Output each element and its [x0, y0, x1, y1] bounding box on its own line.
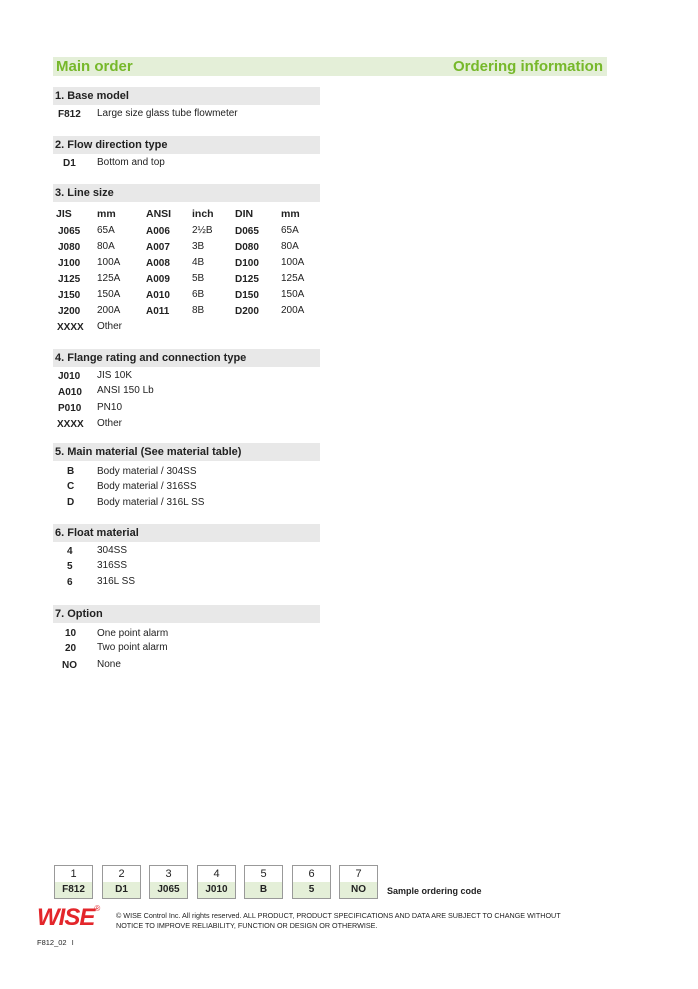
section-title: 6. Float material	[55, 527, 139, 539]
section-title: 5. Main material (See material table)	[55, 446, 242, 458]
sample-code-number: 6	[292, 865, 331, 883]
section-base-model	[53, 87, 320, 105]
base-model-desc: Large size glass tube flowmeter	[97, 108, 238, 119]
section-title: 7. Option	[55, 608, 103, 620]
sample-code-number: 7	[339, 865, 378, 883]
jis-mm: 100A	[97, 257, 121, 268]
section-option	[53, 605, 320, 623]
header-mm-din: mm	[281, 208, 300, 220]
jis-code: J150	[58, 290, 81, 301]
flange-code: J010	[58, 371, 81, 382]
ansi-code: A009	[146, 274, 170, 285]
option-code: NO	[62, 660, 77, 671]
header-mm: mm	[97, 208, 116, 220]
flange-desc: Other	[97, 418, 123, 429]
din-code: D065	[235, 226, 259, 237]
jis-mm: 125A	[97, 273, 121, 284]
header-din: DIN	[235, 208, 254, 220]
sample-code-box-2	[102, 865, 141, 899]
jis-code: J100	[58, 258, 81, 269]
copyright-line: NOTICE TO IMPROVE RELIABILITY, FUNCTION OR DESIGN OR OTHERWISE.	[116, 920, 378, 930]
copyright-notice	[116, 911, 596, 930]
sample-code-value: D1	[102, 882, 141, 899]
float-material-code: 4	[67, 546, 73, 557]
flow-direction-code: D1	[63, 158, 76, 169]
ansi-code: A007	[146, 242, 170, 253]
main-material-desc: Body material / 316SS	[97, 481, 197, 492]
sample-code-value: 5	[292, 882, 331, 899]
sample-code-number: 3	[149, 865, 188, 883]
din-mm: 80A	[281, 241, 299, 252]
flange-desc: ANSI 150 Lb	[97, 385, 154, 396]
float-material-desc: 316SS	[97, 560, 128, 571]
sample-code-number: 2	[102, 865, 141, 883]
main-material-desc: Body material / 304SS	[97, 466, 197, 477]
jis-mm: 65A	[97, 225, 115, 236]
option-desc: Two point alarm	[97, 642, 168, 653]
ansi-inch: 3B	[192, 241, 205, 252]
din-mm: 200A	[281, 305, 305, 316]
option-code: 20	[65, 643, 77, 654]
jis-code: J125	[58, 274, 81, 285]
ansi-inch: 6B	[192, 289, 205, 300]
main-material-code: C	[67, 481, 75, 492]
main-material-desc: Body material / 316L SS	[97, 497, 205, 508]
section-main-material	[53, 443, 320, 461]
sample-code-value: F812	[54, 882, 93, 899]
sample-code-box-3	[149, 865, 188, 899]
section-title: 1. Base model	[55, 90, 129, 102]
line-size-other-desc: Other	[97, 321, 123, 332]
line-size-other-code: XXXX	[57, 322, 84, 333]
din-code: D100	[235, 258, 259, 269]
header-ansi: ANSI	[146, 208, 172, 220]
din-mm: 100A	[281, 257, 305, 268]
float-material-code: 5	[67, 561, 73, 572]
flange-desc: JIS 10K	[97, 370, 133, 381]
main-order-title: Main order	[56, 58, 133, 75]
sample-code-number: 1	[54, 865, 93, 883]
ansi-inch: 2½B	[192, 225, 213, 236]
flange-code: P010	[58, 403, 82, 414]
flange-code: A010	[58, 387, 82, 398]
header-jis: JIS	[56, 208, 72, 220]
wise-logo	[37, 906, 100, 930]
din-code: D150	[235, 290, 259, 301]
din-code: D125	[235, 274, 259, 285]
section-title: 3. Line size	[55, 187, 114, 199]
sample-code-value: B	[244, 882, 283, 899]
din-code: D200	[235, 306, 259, 317]
ansi-inch: 8B	[192, 305, 205, 316]
logo-text: WISE	[37, 904, 95, 931]
jis-mm: 80A	[97, 241, 115, 252]
din-code: D080	[235, 242, 259, 253]
page-id-text: F812_02	[37, 938, 67, 947]
float-material-desc: 304SS	[97, 545, 128, 556]
float-material-desc: 316L SS	[97, 576, 135, 587]
sample-code-value: J065	[149, 882, 188, 899]
jis-code: J200	[58, 306, 81, 317]
base-model-code: F812	[58, 109, 81, 120]
ansi-inch: 4B	[192, 257, 205, 268]
jis-code: J065	[58, 226, 81, 237]
title-bar	[53, 57, 607, 76]
flange-code: XXXX	[57, 419, 84, 430]
ordering-information-title: Ordering information	[453, 58, 603, 75]
din-mm: 65A	[281, 225, 299, 236]
section-float-material	[53, 524, 320, 542]
sample-code-box-7	[339, 865, 378, 899]
copyright-line: © WISE Control Inc. All rights reserved. ALL PRODUCT, PRODUCT SPECIFICATIONS AND DATA ARE SUBJECT TO CHANGE WITHOUT	[116, 911, 561, 920]
section-title: 2. Flow direction type	[55, 139, 168, 151]
page-id	[37, 938, 74, 947]
sample-code-number: 4	[197, 865, 236, 883]
sample-code-box-4	[197, 865, 236, 899]
din-mm: 125A	[281, 273, 305, 284]
jis-mm: 200A	[97, 305, 121, 316]
option-desc: One point alarm	[97, 628, 169, 639]
flange-desc: PN10	[97, 402, 123, 413]
page-separator: I	[71, 940, 74, 947]
sample-code-box-1	[54, 865, 93, 899]
option-code: 10	[65, 628, 77, 639]
section-flow-direction	[53, 136, 320, 154]
ansi-inch: 5B	[192, 273, 205, 284]
main-material-code: D	[67, 497, 75, 508]
sample-code-box-5	[244, 865, 283, 899]
flow-direction-desc: Bottom and top	[97, 157, 165, 168]
jis-code: J080	[58, 242, 81, 253]
ansi-code: A008	[146, 258, 170, 269]
section-title: 4. Flange rating and connection type	[55, 352, 247, 364]
sample-code-number: 5	[244, 865, 283, 883]
registered-mark: ®	[94, 904, 101, 913]
option-desc: None	[97, 659, 121, 670]
ansi-code: A006	[146, 226, 170, 237]
float-material-code: 6	[67, 577, 73, 588]
ansi-code: A011	[146, 306, 170, 317]
sample-code-value: J010	[197, 882, 236, 899]
sample-code-value: NO	[339, 882, 378, 899]
section-line-size	[53, 184, 320, 202]
header-inch: inch	[192, 208, 214, 220]
sample-ordering-label: Sample ordering code	[387, 886, 482, 896]
main-material-code: B	[67, 466, 75, 477]
jis-mm: 150A	[97, 289, 121, 300]
section-flange	[53, 349, 320, 367]
sample-code-box-6	[292, 865, 331, 899]
ansi-code: A010	[146, 290, 170, 301]
din-mm: 150A	[281, 289, 305, 300]
